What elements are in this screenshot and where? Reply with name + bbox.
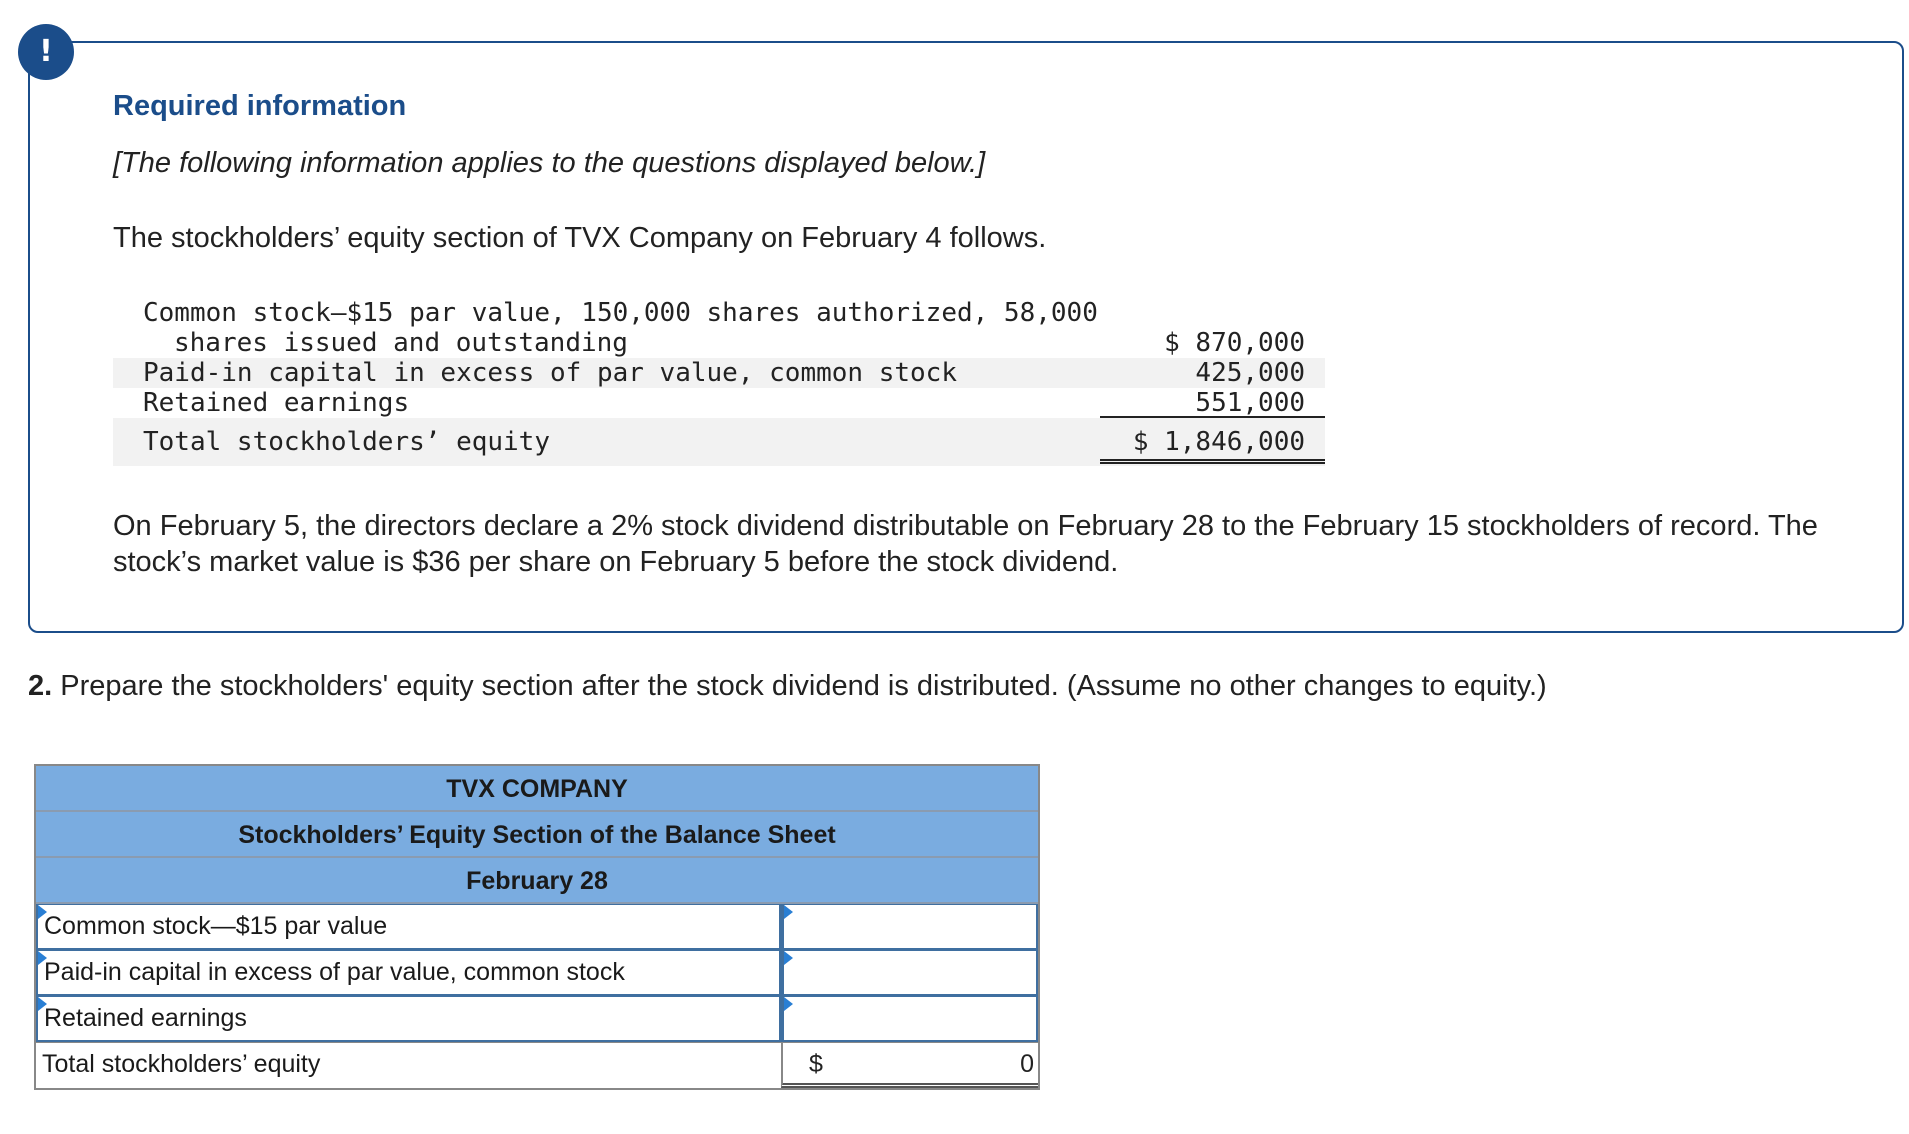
input-marker-icon (784, 997, 793, 1011)
dropdown-marker-icon (38, 905, 47, 919)
equity-row-total (113, 418, 1325, 466)
row-label-retained-earnings: Retained earnings (44, 1004, 247, 1032)
equity-row-retained-earnings (113, 388, 1325, 418)
row-label-common-stock: Common stock—$15 par value (44, 912, 388, 940)
equity-total-amount: $ 1,846,000 (1100, 418, 1325, 464)
answer-table (34, 764, 1040, 1090)
row-label-paid-in-capital: Paid-in capital in excess of par value, common stock (44, 958, 625, 986)
paid-in-capital-amount-cell (781, 950, 1038, 996)
table-row (36, 996, 1038, 1042)
equity-retained-label: Retained earnings (143, 388, 410, 418)
total-label: Total stockholders’ equity (36, 1042, 781, 1088)
retained-earnings-amount-input[interactable] (784, 997, 1036, 1040)
equity-common-label-line2: shares issued and outstanding (174, 328, 628, 358)
retained-earnings-amount-cell (781, 996, 1038, 1042)
table-row (36, 904, 1038, 950)
equity-total-label: Total stockholders’ equity (143, 427, 550, 457)
total-value: 0 (1020, 1050, 1034, 1078)
alert-icon: ! (18, 24, 74, 80)
table-header-section: Stockholders’ Equity Section of the Balance Sheet (36, 812, 1038, 858)
total-currency: $ (809, 1050, 823, 1078)
info-note: On February 5, the directors declare a 2% stock dividend distributable on February 28 to the February 15 stockholders of record. The stock’s market value is $36 per share on February 5 before the stock dividend. (113, 510, 1818, 578)
dropdown-marker-icon (38, 997, 47, 1011)
paid-in-capital-amount-input[interactable] (784, 951, 1036, 994)
info-subtitle: [The following information applies to the questions displayed below.] (113, 147, 986, 179)
question-number: 2. (28, 670, 53, 702)
row-label-cell[interactable] (36, 950, 781, 996)
question-prompt (28, 670, 1547, 703)
table-header-date: February 28 (36, 858, 1038, 904)
equity-paidin-label: Paid-in capital in excess of par value, common stock (143, 358, 957, 388)
table-row-total (36, 1042, 1038, 1088)
row-label-cell[interactable] (36, 996, 781, 1042)
common-stock-amount-cell (781, 904, 1038, 950)
equity-row-common-stock-cont (113, 328, 1325, 358)
common-stock-amount-input[interactable] (784, 905, 1036, 948)
equity-statement (113, 298, 1325, 466)
equity-paidin-amount: 425,000 (1195, 358, 1305, 388)
equity-common-amount: $ 870,000 (1164, 328, 1305, 358)
table-row (36, 950, 1038, 996)
input-marker-icon (784, 951, 793, 965)
row-label-cell[interactable] (36, 904, 781, 950)
equity-row-common-stock (113, 298, 1325, 328)
equity-row-paid-in-capital (113, 358, 1325, 388)
input-marker-icon (784, 905, 793, 919)
question-text: Prepare the stockholders' equity section after the stock dividend is distributed. (Assume no other changes to equity.) (60, 670, 1547, 702)
info-title: Required information (113, 90, 407, 122)
table-header-company: TVX COMPANY (36, 766, 1038, 812)
info-intro: The stockholders’ equity section of TVX Company on February 4 follows. (113, 222, 1047, 254)
total-amount-cell (781, 1042, 1038, 1088)
equity-retained-amount: 551,000 (1100, 388, 1325, 418)
dropdown-marker-icon (38, 951, 47, 965)
equity-common-label-line1: Common stock—$15 par value, 150,000 shares authorized, 58,000 (143, 298, 1098, 328)
